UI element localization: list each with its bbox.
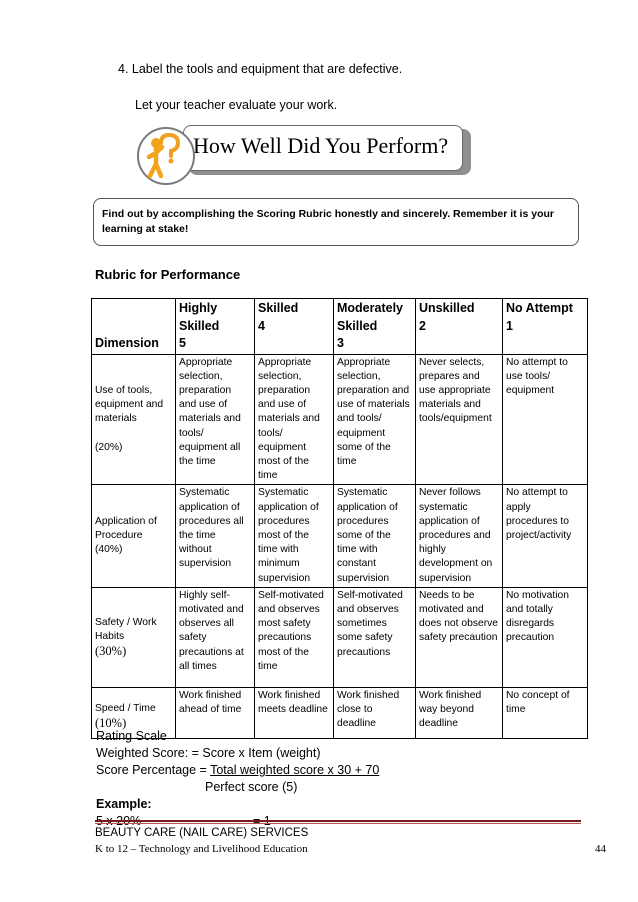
header-skilled: Skilled 4 [255,299,334,355]
score-percentage-label: Score Percentage = [96,763,211,777]
rubric-cell: Needs to be motivated and does not observe safety precaution [416,587,503,687]
rubric-cell: No attempt to use tools/ equipment [503,354,588,485]
rating-scale-title: Rating Scale [96,729,167,743]
rubric-header-row [92,299,588,355]
rubric-cell: No attempt to apply procedures to project/activity [503,485,588,587]
instruction-item-4: 4. Label the tools and equipment that are defective. [118,62,403,76]
rubric-cell: Appropriate selection, preparation and use of materials and tools/ equipment most of the time [255,354,334,485]
table-row [92,354,588,485]
rubric-cell: Self-motivated and observes most safety precautions most of the time [255,587,334,687]
note-box: Find out by accomplishing the Scoring Rubric honestly and sincerely. Remember it is your learning at stake! [93,198,579,246]
header-dimension: Dimension [92,299,176,355]
table-row [92,587,588,687]
rubric-cell: Appropriate selection, preparation and use of materials and tools/ equipment all the time [176,354,255,485]
rubric-table [91,298,588,739]
rubric-cell: Work finished meets deadline [255,687,334,738]
dimension-cell: Use of tools, equipment and materials (20%) [92,354,176,485]
footer-program: K to 12 – Technology and Livelihood Education [95,843,308,855]
footer-divider-thin [95,823,581,824]
rubric-cell: Systematic application of procedures some of the time with constant supervision [334,485,416,587]
dimension-cell: Application of Procedure (40%) [92,485,176,587]
header-moderately-skilled: Moderately Skilled 3 [334,299,416,355]
rubric-cell: Self-motivated and observes sometimes some safety precautions [334,587,416,687]
rubric-cell: Work finished close to deadline [334,687,416,738]
rubric-title: Rubric for Performance [95,267,241,282]
footer-course: BEAUTY CARE (NAIL CARE) SERVICES [95,827,309,839]
example-label: Example: [96,797,152,811]
rubric-cell: No motivation and totally disregards precaution [503,587,588,687]
rubric-cell: Never follows systematic application of procedures and highly development on supervision [416,485,503,587]
rubric-cell: Never selects, prepares and use appropriate materials and tools/equipment [416,354,503,485]
question-figure-icon [137,127,195,185]
rubric-cell: Systematic application of procedures all the time without supervision [176,485,255,587]
rubric-cell: Systematic application of procedures most of the time with minimum supervision [255,485,334,587]
dimension-cell: Speed / Time (10%) [92,687,176,738]
footer-divider [95,820,581,822]
header-unskilled: Unskilled 2 [416,299,503,355]
score-percentage-formula: Total weighted score x 30 + 70 [210,763,380,777]
evaluate-instruction: Let your teacher evaluate your work. [135,98,338,112]
page-number: 44 [595,843,606,855]
rubric-cell: Appropriate selection, preparation and use of materials and tools/ equipment some of the time [334,354,416,485]
weighted-score-text: Weighted Score: = Score x Item (weight) [96,746,321,760]
header-no-attempt: No Attempt 1 [503,299,588,355]
banner-title: How Well Did You Perform? [193,133,449,158]
table-row [92,485,588,587]
dimension-cell: Safety / Work Habits (30%) [92,587,176,687]
score-percentage-line [96,762,379,779]
header-highly-skilled: Highly Skilled 5 [176,299,255,355]
rubric-cell: No concept of time [503,687,588,738]
rubric-cell: Highly self-motivated and observes all safety precautions at all times [176,587,255,687]
rubric-cell: Work finished ahead of time [176,687,255,738]
perfect-score-text: Perfect score (5) [205,780,298,794]
rubric-cell: Work finished way beyond deadline [416,687,503,738]
performance-banner [137,125,472,187]
